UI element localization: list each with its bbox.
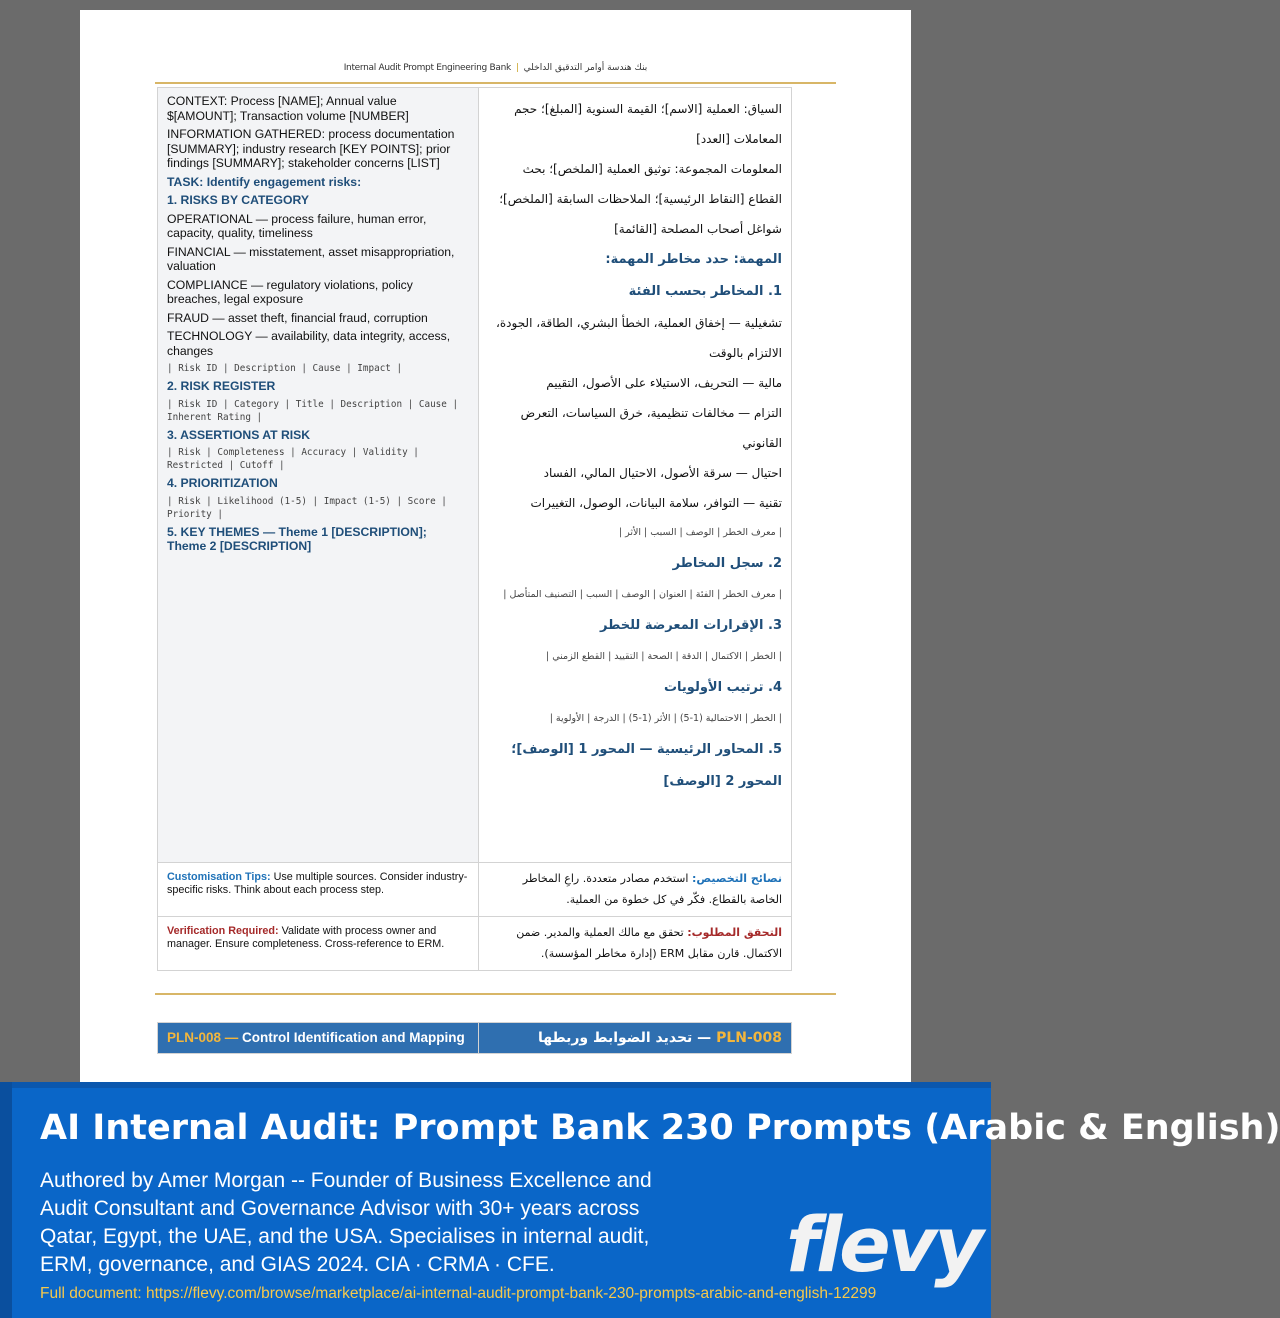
task-heading: TASK: Identify engagement risks:: [167, 174, 362, 189]
financial-line-ar: مالية — التحريف، الاستيلاء على الأصول، التقييم: [546, 376, 782, 390]
section-3-heading-ar: 3. الإقرارات المعرضة للخطر: [600, 618, 782, 633]
next-prompt-title-ar: [479, 1023, 792, 1054]
section-4-table-template: | Risk | Likelihood (1-5) | Impact (1-5) | Score | Priority |: [167, 495, 447, 520]
compliance-line: COMPLIANCE — regulatory violations, policy breaches, legal exposure: [167, 277, 413, 306]
tips-label-ar: نصائح التخصيص:: [691, 872, 782, 885]
banner-title: AI Internal Audit: Prompt Bank 230 Prompts (Arabic & English): [40, 1108, 1280, 1148]
document-page: [80, 10, 911, 1090]
verification-label: Verification Required:: [167, 925, 279, 937]
section-4-heading-ar: 4. ترتيب الأولويات: [663, 680, 782, 695]
section-5-heading: 5. KEY THEMES — Theme 1 [DESCRIPTION]; Theme 2 [DESCRIPTION]: [167, 524, 427, 553]
section-4-heading: 4. PRIORITIZATION: [167, 476, 278, 490]
section-1-table-template-ar: | معرف الخطر | الوصف | السبب | الأثر |: [618, 527, 782, 538]
running-header-en: Internal Audit Prompt Engineering Bank: [343, 63, 511, 73]
section-1-heading-ar: 1. المخاطر بحسب الفئة: [628, 284, 782, 299]
section-3-heading: 3. ASSERTIONS AT RISK: [167, 427, 311, 442]
technology-line: TECHNOLOGY — availability, data integrity, access, changes: [167, 329, 451, 358]
section-1-heading: 1. RISKS BY CATEGORY: [167, 193, 309, 207]
next-prompt-dash-ar: —: [692, 1030, 717, 1046]
section-divider: [155, 993, 836, 995]
flevy-logo: flevy: [786, 1200, 981, 1289]
verification-row: [158, 917, 792, 971]
fraud-line: FRAUD — asset theft, financial fraud, corruption: [167, 310, 428, 325]
financial-line: FINANCIAL — misstatement, asset misappropriation, valuation: [167, 244, 455, 273]
next-prompt-code-ar: PLN-008: [716, 1030, 782, 1046]
next-prompt-header: [157, 1022, 792, 1054]
banner-document-link[interactable]: Full document: https://flevy.com/browse/marketplace/ai-internal-audit-prompt-bank-230-prompts-arabic-and-english-12299: [40, 1285, 877, 1302]
prompt-english-cell: [158, 88, 479, 863]
prompt-table: [157, 87, 792, 971]
fraud-line-ar: احتيال — سرقة الأصول، الاحتيال المالي، الفساد: [543, 466, 782, 480]
tips-row: [158, 863, 792, 917]
tips-arabic-cell: [479, 863, 792, 917]
section-3-table-template: | Risk | Completeness | Accuracy | Validity | Restricted | Cutoff |: [167, 447, 419, 471]
banner-left-edge: [0, 1082, 12, 1318]
next-prompt-dash: —: [221, 1030, 243, 1045]
verification-english-cell: [158, 917, 479, 971]
top-divider: [155, 82, 836, 84]
verification-text: Validate with process owner and manager. Ensure completeness. Cross-reference to ERM.: [167, 925, 445, 950]
operational-line-ar: تشغيلية — إخفاق العملية، الخطأ البشري، الطاقة، الجودة، الالتزام بالوقت: [495, 316, 782, 360]
information-line-ar: المعلومات المجموعة: توثيق العملية [الملخص]؛ بحث القطاع [النقاط الرئيسية]؛ الملاحظات السابقة [الملخص]؛ شواغل أصحاب المصلحة [القائمة]: [499, 162, 782, 236]
next-prompt-title: Control Identification and Mapping: [242, 1030, 465, 1045]
running-header: [80, 63, 911, 73]
running-header-separator: |: [515, 63, 519, 73]
next-prompt-code: PLN-008: [167, 1030, 222, 1045]
banner-top-edge: [0, 1082, 991, 1088]
tips-text: Use multiple sources. Consider industry-specific risks. Think about each process step.: [167, 871, 468, 896]
section-2-table-template: | Risk ID | Category | Title | Description | Cause | Inherent Rating |: [167, 398, 459, 423]
context-line-ar: السياق: العملية [الاسم]؛ القيمة السنوية [المبلغ]؛ حجم المعاملات [العدد]: [514, 102, 782, 146]
verification-label-ar: التحقق المطلوب:: [687, 926, 782, 939]
operational-line: OPERATIONAL — process failure, human error, capacity, quality, timeliness: [167, 211, 427, 240]
tips-text-ar: استخدم مصادر متعددة. راعِ المخاطر الخاصة بالقطاع. فكّر في كل خطوة من العملية.: [522, 872, 782, 906]
next-prompt-title-arabic: تحديد الضوابط وربطها: [537, 1030, 693, 1046]
technology-line-ar: تقنية — التوافر، سلامة البيانات، الوصول، التغييرات: [530, 496, 782, 510]
section-3-table-template-ar: | الخطر | الاكتمال | الدقة | الصحة | التقييد | القطع الزمني |: [545, 651, 782, 662]
compliance-line-ar: التزام — مخالفات تنظيمية، خرق السياسات، التعرض القانوني: [520, 406, 782, 450]
context-line: CONTEXT: Process [NAME]; Annual value $[AMOUNT]; Transaction volume [NUMBER]: [167, 94, 409, 123]
section-2-table-template-ar: | معرف الخطر | الفئة | العنوان | الوصف | السبب | التصنيف المتأصل |: [503, 589, 782, 600]
section-4-table-template-ar: | الخطر | الاحتمالية (1-5) | الأثر (1-5) | الدرجة | الأولوية |: [549, 713, 782, 724]
tips-label: Customisation Tips:: [167, 871, 271, 883]
section-2-heading-ar: 2. سجل المخاطر: [672, 556, 782, 571]
section-5-heading-ar: 5. المحاور الرئيسية — المحور 1 [الوصف]؛ المحور 2 [الوصف]: [511, 742, 782, 789]
verification-text-ar: تحقق مع مالك العملية والمدير. ضمن الاكتمال. قارن مقابل ERM (إدارة مخاطر المؤسسة).: [516, 926, 782, 960]
verification-arabic-cell: [479, 917, 792, 971]
tips-english-cell: [158, 863, 479, 917]
banner-description: Authored by Amer Morgan -- Founder of Business Excellence and Audit Consultant and Governance Advisor with 30+ years across Qatar, Egypt, the UAE, and the USA. Specialises in internal audit, ERM, governance, and GIAS 2024. CIA · CRMA · CFE.: [40, 1169, 652, 1276]
task-heading-ar: المهمة: حدد مخاطر المهمة:: [605, 252, 782, 267]
next-prompt-title-en: [158, 1023, 479, 1054]
information-line: INFORMATION GATHERED: process documentation [SUMMARY]; industry research [KEY POINTS]; prior findings [SUMMARY]; stakeholder concerns [LIST]: [167, 127, 455, 170]
section-2-heading: 2. RISK REGISTER: [167, 379, 276, 393]
running-header-ar: بنك هندسة أوامر التدقيق الداخلي: [523, 63, 648, 73]
section-1-table-template: | Risk ID | Description | Cause | Impact |: [167, 363, 403, 374]
prompt-arabic-cell: [479, 88, 792, 863]
prompt-row: [158, 88, 792, 863]
